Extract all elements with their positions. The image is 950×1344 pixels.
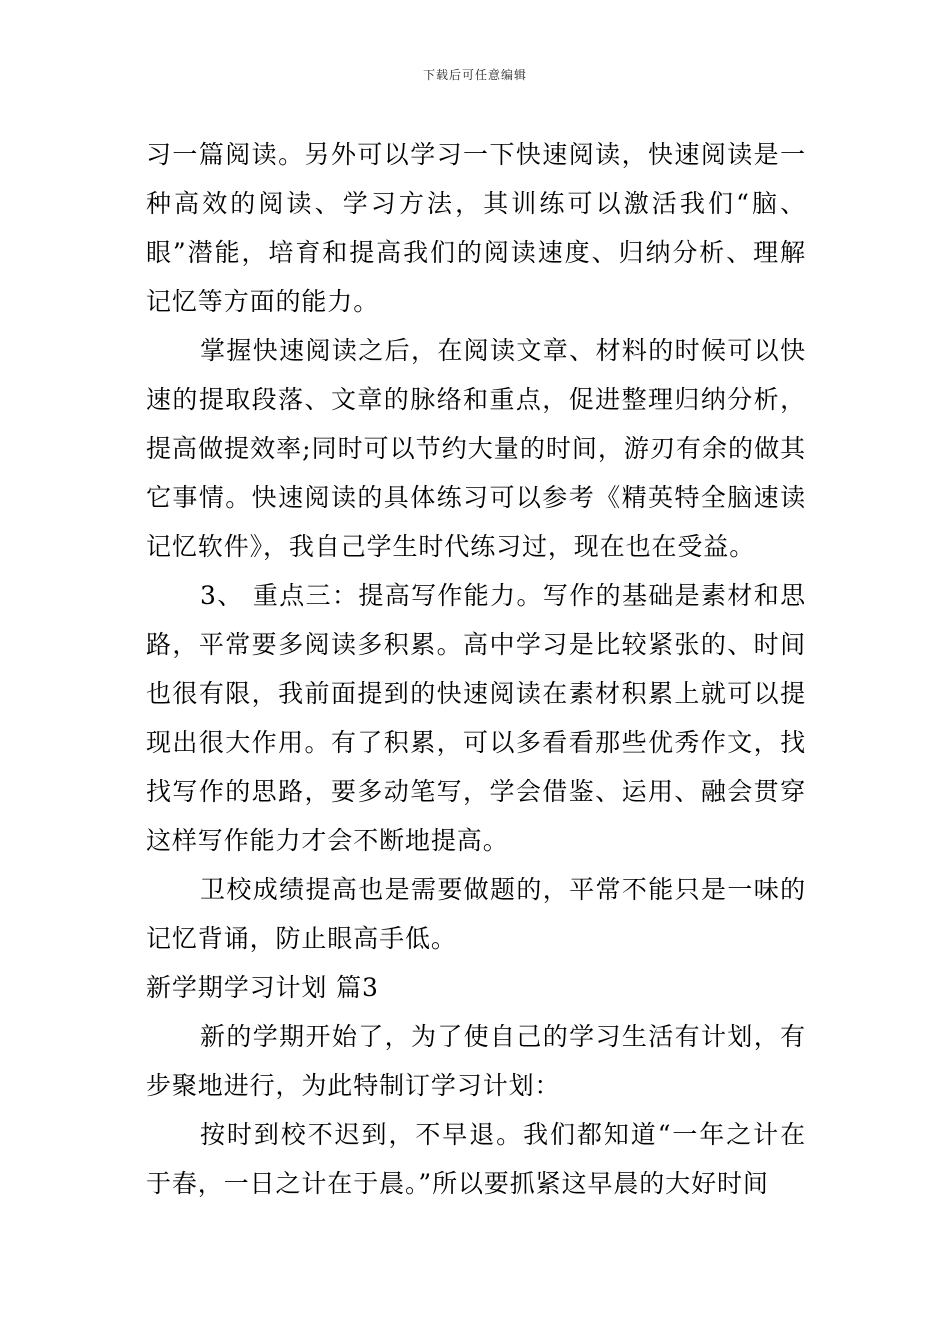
paragraph-writing-skills: 3、 重点三：提高写作能力。写作的基础是素材和思路，平常要多阅读多积累。高中学习是比较紧张的、时间也很有限，我前面提到的快速阅读在素材积累上就可以提现出很大作用。有了积累，可以多看看那些优秀作文，找找写作的思路，要多动笔写，学会借鉴、运用、融会贯穿这样写作能力才会不断地提高。 [146,581,806,855]
paragraph-practice-advice: 卫校成绩提高也是需要做题的，平常不能只是一味的记忆背诵，防止眼高手低。 [146,875,806,953]
paragraph-punctuality: 按时到校不迟到，不早退。我们都知道“一年之计在于春，一日之计在于晨。”所以要抓紧这早晨的大好时间 [146,1120,806,1198]
section-title: 新学期学习计划 篇3 [146,973,379,1002]
paragraph-new-semester: 新的学期开始了，为了使自己的学习生活有计划，有步聚地进行，为此特制订学习计划： [146,1022,806,1100]
document-body [146,130,806,1208]
paragraph-speed-reading-intro: 习一篇阅读。另外可以学习一下快速阅读，快速阅读是一种高效的阅读、学习方法，其训练可以激活我们“脑、眼”潜能，培育和提高我们的阅读速度、归纳分析、理解记忆等方面的能力。 [146,140,806,316]
paragraph-speed-reading-benefits: 掌握快速阅读之后，在阅读文章、材料的时候可以快速的提取段落、文章的脉络和重点，促进整理归纳分析，提高做提效率;同时可以节约大量的时间，游刃有余的做其它事情。快速阅读的具体练习可以参考《精英特全脑速读记忆软件》，我自己学生时代练习过，现在也在受益。 [146,336,806,561]
header-note: 下载后可任意编辑 [422,68,527,82]
